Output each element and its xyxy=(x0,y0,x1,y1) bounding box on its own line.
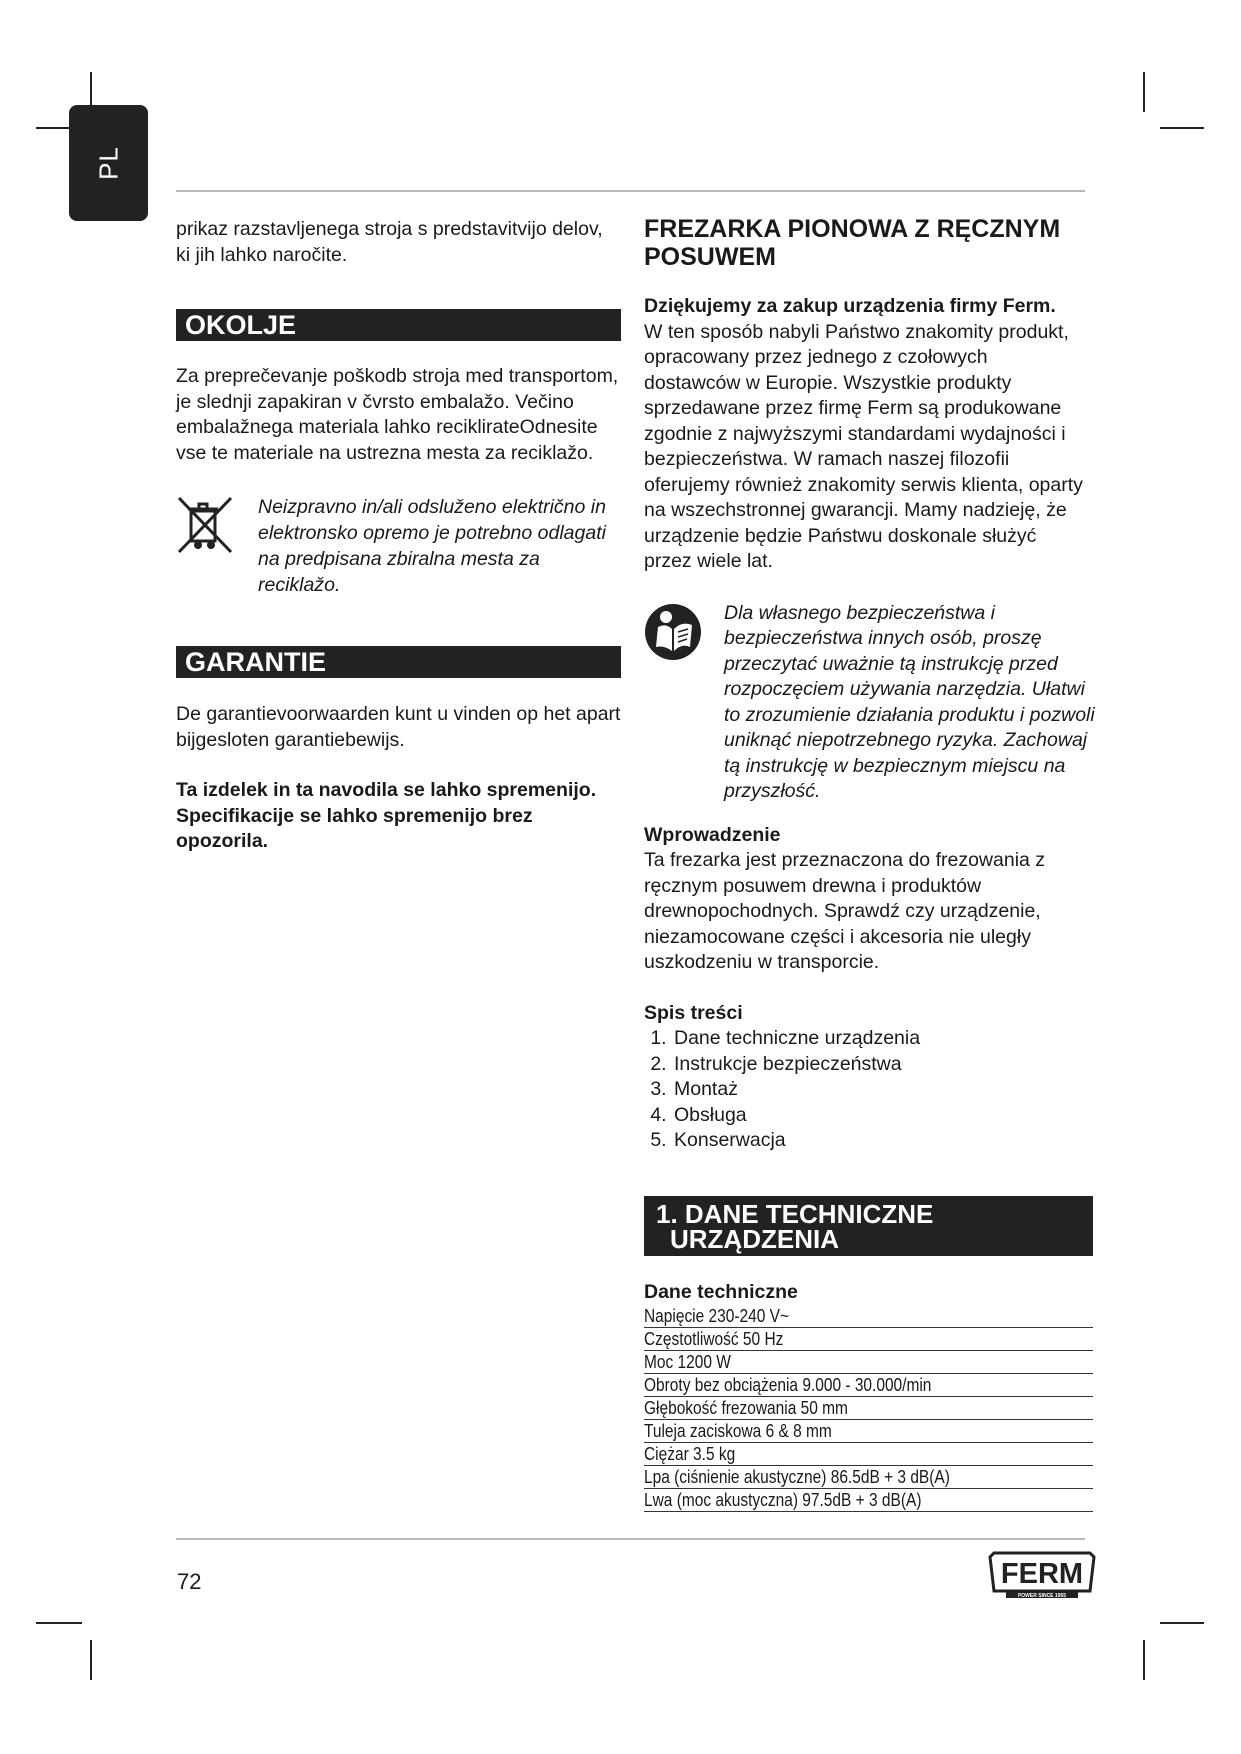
spec-cell: Napięcie 230-240 V~ xyxy=(644,1305,1030,1328)
thanks-text: W ten sposób nabyli Państwo znakomity produkt, opracowany przez jednego z czołowych dostawców w Europie. Wszystkie produkty sprzedawane przez firmę Ferm są produkowane zgodnie z najwyższymi standardami wydajności i bezpieczeństwa. W ramach naszej filozofii oferujemy również znakomity serwis klienta, oparty na wszechstronnej gwarancji. Mamy nadzieję, że urządzenie będzie Państwu doskonale służyć przez wiele lat. xyxy=(644,320,1083,572)
header-rule xyxy=(176,190,1085,192)
table-row xyxy=(644,1374,1093,1397)
read-manual-icon xyxy=(644,603,702,661)
footer-rule xyxy=(176,1538,1085,1540)
spec-cell: Lwa (moc akustyczna) 97.5dB + 3 dB(A) xyxy=(644,1489,1030,1512)
toc-item: 3. Montaż xyxy=(672,1077,1089,1103)
crop-mark xyxy=(1160,1622,1204,1624)
table-row xyxy=(644,1397,1093,1420)
ferm-logo-mark xyxy=(988,1551,1096,1599)
thanks-heading: Dziękujemy za zakup urządzenia firmy Ferm. xyxy=(644,295,1056,317)
spec-cell: Głębokość frezowania 50 mm xyxy=(644,1397,1030,1420)
page-number: 72 xyxy=(177,1569,202,1594)
section-heading-dane-techniczne xyxy=(644,1196,1093,1256)
language-tab xyxy=(69,105,148,221)
table-row xyxy=(644,1420,1093,1443)
section-heading-garantie: GARANTIE xyxy=(176,646,621,678)
crop-mark xyxy=(1160,127,1204,129)
spec-heading: Dane techniczne xyxy=(644,1280,798,1303)
section-heading-okolje: OKOLJE xyxy=(176,309,621,341)
table-row xyxy=(644,1489,1093,1512)
toc-heading: Spis treści xyxy=(644,1001,743,1024)
document-title: FREZARKA PIONOWA Z RĘCZNYM POSUWEM xyxy=(644,215,1061,271)
spec-cell: Częstotliwość 50 Hz xyxy=(644,1328,1030,1351)
spec-cell: Tuleja zaciskowa 6 & 8 mm xyxy=(644,1420,1030,1443)
table-row xyxy=(644,1305,1093,1328)
safety-note-text: Dla własnego bezpieczeństwa i bezpieczeństwa innych osób, proszę przeczytać uważnie tą instrukcję przed rozpoczęciem używania narzędzia. Ułatwi to zrozumienie działania produktu i pozwoli uniknąć niepotrzebnego ryzyka. Zachowaj tą instrukcję w bezpiecznym miejscu na przyszłość. xyxy=(724,601,1095,802)
spec-table xyxy=(644,1305,1093,1512)
language-tab-label: PL xyxy=(93,146,123,180)
table-row xyxy=(644,1443,1093,1466)
weee-notice xyxy=(176,494,621,594)
logo-text: FERM xyxy=(1000,1558,1084,1590)
crop-mark xyxy=(1143,72,1145,112)
weee-note-text: Neizpravno in/ali odsluženo električno in elektronsko opremo je potrebno odlagati na predpisana zbiralna mesta za reciklažo. xyxy=(258,496,606,596)
spec-cell: Lpa (ciśnienie akustyczne) 86.5dB + 3 dB(A) xyxy=(644,1466,1030,1489)
crop-mark xyxy=(36,1622,82,1624)
weee-bin-icon xyxy=(176,496,234,556)
toc-item: 1. Dane techniczne urządzenia xyxy=(672,1026,1089,1052)
right-column xyxy=(644,215,1095,1512)
guarantee-paragraph: De garantievoorwaarden kunt u vinden op het apart bijgesloten garantiebewijs. xyxy=(176,703,621,751)
spec-cell: Moc 1200 W xyxy=(644,1351,1030,1374)
spec-cell: Obroty bez obciążenia 9.000 - 30.000/min xyxy=(644,1374,1030,1397)
crop-mark xyxy=(1143,1640,1145,1680)
intro-paragraph: Ta frezarka jest przeznaczona do frezowania z ręcznym posuwem drewna i produktów drewnopochodnych. Sprawdź czy urządzenie, niezamocowane części i akcesoria nie uległy uszkodzeniu w transporcie. xyxy=(644,849,1046,973)
table-row xyxy=(644,1328,1093,1351)
tech-heading-line2: URZĄDZENIA xyxy=(670,1223,839,1254)
ferm-logo xyxy=(988,1551,1096,1599)
guarantee-disclaimer: Ta izdelek in ta navodila se lahko spremenijo. Specifikacije se lahko spremenijo brez opozorila. xyxy=(176,779,597,852)
toc-item: 4. Obsługa xyxy=(672,1103,1089,1129)
intro-text: prikaz razstavljenega stroja s predstavitvijo delov, ki jih lahko naročite. xyxy=(176,218,603,266)
toc-item: 2. Instrukcje bezpieczeństwa xyxy=(672,1052,1089,1078)
logo-tagline: POWER SINCE 1965 xyxy=(1017,1593,1067,1599)
left-column xyxy=(176,217,621,855)
spec-cell: Ciężar 3.5 kg xyxy=(644,1443,1030,1466)
toc-list xyxy=(644,1026,1089,1154)
safety-notice xyxy=(644,601,1095,802)
tech-heading-line1: 1. DANE TECHNICZNE xyxy=(656,1198,934,1229)
crop-mark xyxy=(90,1640,92,1680)
toc-item: 5. Konserwacja xyxy=(672,1128,1089,1154)
environment-paragraph: Za preprečevanje poškodb stroja med transportom, je slednji zapakiran v čvrsto embalažo. Večino embalažnega materiala lahko reciklirateOdnesite vse te materiale na ustrezna mesta za reciklažo. xyxy=(176,365,619,464)
table-row xyxy=(644,1351,1093,1374)
table-row xyxy=(644,1466,1093,1489)
intro-heading: Wprowadzenie xyxy=(644,823,781,846)
